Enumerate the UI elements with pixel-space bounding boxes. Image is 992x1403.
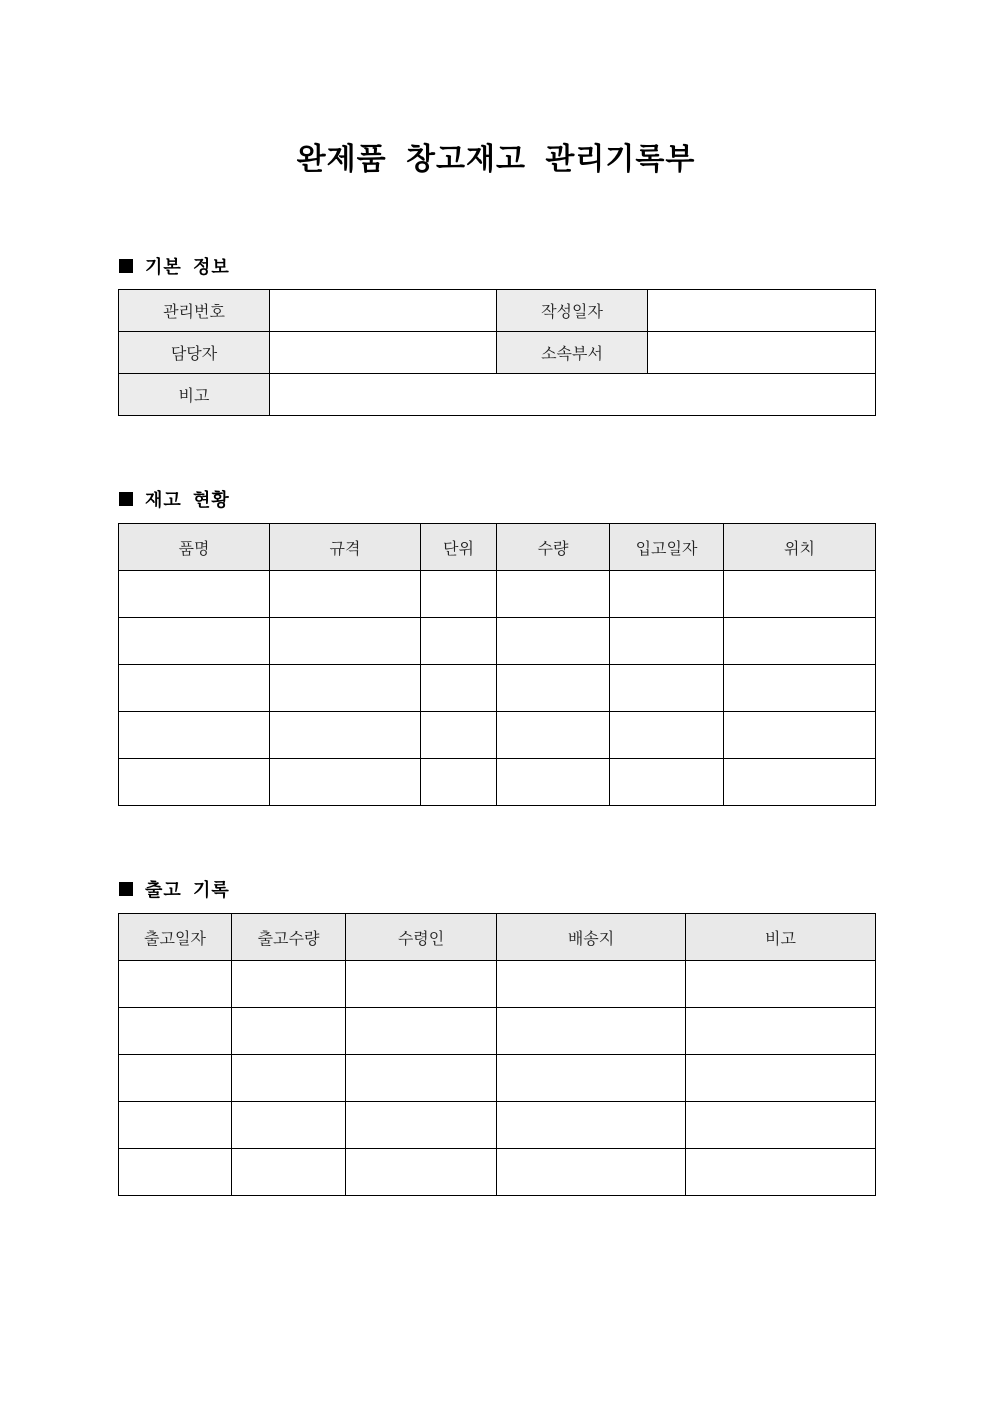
label-mgmt-no: 관리번호 [119, 290, 270, 332]
column-header-unit: 단위 [421, 524, 497, 571]
cell-unit[interactable] [421, 665, 497, 712]
cell-recipient[interactable] [346, 1008, 497, 1055]
square-bullet-icon [119, 882, 133, 896]
shipping-table [118, 913, 876, 1196]
cell-receipt-date[interactable] [610, 618, 724, 665]
cell-remarks[interactable] [686, 1055, 876, 1102]
inventory-table [118, 523, 876, 806]
cell-recipient[interactable] [346, 1102, 497, 1149]
cell-quantity[interactable] [497, 759, 610, 806]
cell-recipient[interactable] [346, 1149, 497, 1196]
column-header-location: 위치 [724, 524, 876, 571]
column-header-item-name: 품명 [119, 524, 270, 571]
field-manager[interactable] [270, 332, 497, 374]
cell-ship-quantity[interactable] [232, 1008, 346, 1055]
cell-quantity[interactable] [497, 712, 610, 759]
cell-unit[interactable] [421, 618, 497, 665]
column-header-remarks: 비고 [686, 914, 876, 961]
cell-spec[interactable] [270, 571, 421, 618]
cell-spec[interactable] [270, 759, 421, 806]
table-row [119, 618, 876, 665]
cell-ship-date[interactable] [119, 1008, 232, 1055]
cell-receipt-date[interactable] [610, 665, 724, 712]
table-row [119, 665, 876, 712]
cell-quantity[interactable] [497, 665, 610, 712]
field-remarks[interactable] [270, 374, 876, 416]
label-date-written: 작성일자 [497, 290, 648, 332]
table-row [119, 759, 876, 806]
cell-item-name[interactable] [119, 759, 270, 806]
cell-location[interactable] [724, 571, 876, 618]
cell-destination[interactable] [497, 1149, 686, 1196]
label-remarks: 비고 [119, 374, 270, 416]
cell-remarks[interactable] [686, 1149, 876, 1196]
section-title: 출고 기록 [145, 880, 230, 901]
cell-spec[interactable] [270, 618, 421, 665]
cell-location[interactable] [724, 665, 876, 712]
column-header-recipient: 수령인 [346, 914, 497, 961]
cell-remarks[interactable] [686, 961, 876, 1008]
cell-destination[interactable] [497, 1102, 686, 1149]
cell-ship-date[interactable] [119, 1055, 232, 1102]
section-heading-basic-info [119, 253, 230, 279]
table-row [119, 290, 876, 332]
cell-location[interactable] [724, 618, 876, 665]
cell-location[interactable] [724, 712, 876, 759]
cell-spec[interactable] [270, 712, 421, 759]
cell-remarks[interactable] [686, 1102, 876, 1149]
cell-ship-date[interactable] [119, 1149, 232, 1196]
label-department: 소속부서 [497, 332, 648, 374]
field-date-written[interactable] [648, 290, 876, 332]
cell-ship-quantity[interactable] [232, 961, 346, 1008]
cell-destination[interactable] [497, 1055, 686, 1102]
cell-ship-date[interactable] [119, 961, 232, 1008]
cell-ship-date[interactable] [119, 1102, 232, 1149]
column-header-destination: 배송지 [497, 914, 686, 961]
cell-quantity[interactable] [497, 618, 610, 665]
cell-item-name[interactable] [119, 618, 270, 665]
cell-item-name[interactable] [119, 712, 270, 759]
table-row [119, 1055, 876, 1102]
field-department[interactable] [648, 332, 876, 374]
cell-location[interactable] [724, 759, 876, 806]
section-title: 기본 정보 [145, 257, 230, 278]
cell-item-name[interactable] [119, 665, 270, 712]
column-header-ship-date: 출고일자 [119, 914, 232, 961]
square-bullet-icon [119, 259, 133, 273]
table-header-row [119, 914, 876, 961]
label-manager: 담당자 [119, 332, 270, 374]
column-header-receipt-date: 입고일자 [610, 524, 724, 571]
table-row [119, 712, 876, 759]
cell-ship-quantity[interactable] [232, 1149, 346, 1196]
table-row [119, 571, 876, 618]
cell-remarks[interactable] [686, 1008, 876, 1055]
table-row [119, 961, 876, 1008]
cell-recipient[interactable] [346, 1055, 497, 1102]
table-row [119, 1149, 876, 1196]
cell-destination[interactable] [497, 961, 686, 1008]
cell-receipt-date[interactable] [610, 759, 724, 806]
table-row [119, 1008, 876, 1055]
square-bullet-icon [119, 492, 133, 506]
cell-destination[interactable] [497, 1008, 686, 1055]
column-header-ship-quantity: 출고수량 [232, 914, 346, 961]
table-row [119, 374, 876, 416]
section-heading-shipping [119, 876, 230, 902]
cell-receipt-date[interactable] [610, 571, 724, 618]
column-header-spec: 규격 [270, 524, 421, 571]
cell-spec[interactable] [270, 665, 421, 712]
table-row [119, 332, 876, 374]
cell-ship-quantity[interactable] [232, 1102, 346, 1149]
cell-quantity[interactable] [497, 571, 610, 618]
table-row [119, 1102, 876, 1149]
cell-ship-quantity[interactable] [232, 1055, 346, 1102]
document-title: 완제품 창고재고 관리기록부 [296, 142, 696, 177]
column-header-quantity: 수량 [497, 524, 610, 571]
cell-receipt-date[interactable] [610, 712, 724, 759]
cell-unit[interactable] [421, 571, 497, 618]
table-header-row [119, 524, 876, 571]
section-title: 재고 현황 [145, 490, 230, 511]
cell-unit[interactable] [421, 712, 497, 759]
section-heading-inventory [119, 486, 230, 512]
field-mgmt-no[interactable] [270, 290, 497, 332]
basic-info-table [118, 289, 876, 416]
cell-item-name[interactable] [119, 571, 270, 618]
cell-unit[interactable] [421, 759, 497, 806]
cell-recipient[interactable] [346, 961, 497, 1008]
